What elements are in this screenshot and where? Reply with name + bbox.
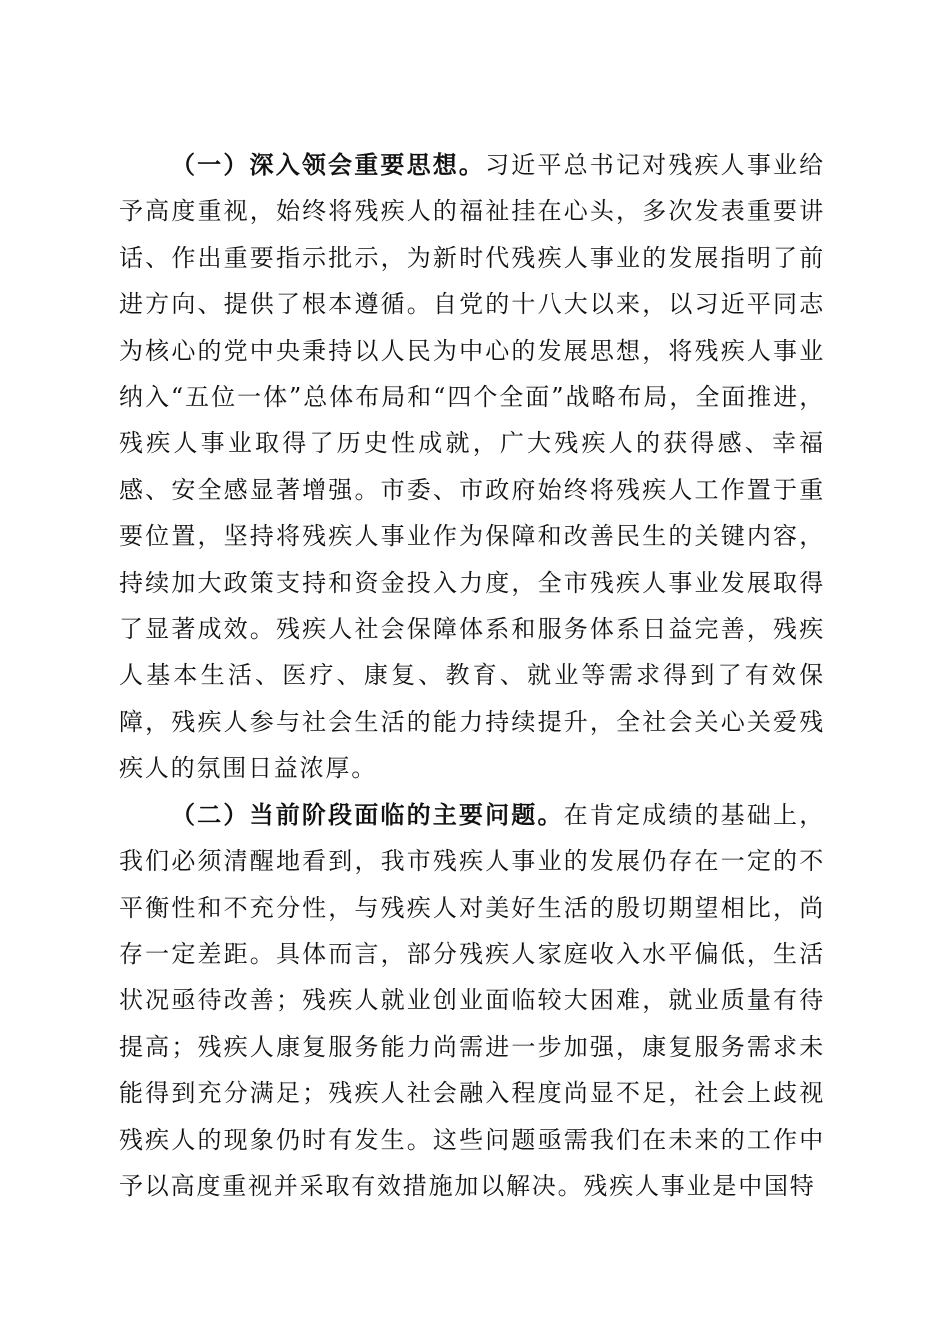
document-body: [119, 142, 825, 1209]
paragraph-1-heading: （一）深入领会重要思想。: [171, 150, 486, 179]
paragraph-2: [119, 792, 825, 1210]
paragraph-2-text: 在肯定成绩的基础上，我们必须清醒地看到，我市残疾人事业的发展仍存在一定的不平衡性和不充分性，与残疾人对美好生活的殷切期望相比，尚存一定差距。具体而言，部分残疾人家庭收入水平偏低，生活状况亟待改善；残疾人就业创业面临较大困难，就业质量有待提高；残疾人康复服务能力尚需进一步加强，康复服务需求未能得到充分满足；残疾人社会融入程度尚显不足，社会上歧视残疾人的现象仍时有发生。这些问题亟需我们在未来的工作中予以高度重视并采取有效措施加以解决。残疾人事业是中国特: [119, 800, 825, 1200]
paragraph-1: [119, 142, 825, 792]
paragraph-1-text: 习近平总书记对残疾人事业给予高度重视，始终将残疾人的福祉挂在心头，多次发表重要讲话、作出重要指示批示，为新时代残疾人事业的发展指明了前进方向、提供了根本遵循。自党的十八大以来，以习近平同志为核心的党中央秉持以人民为中心的发展思想，将残疾人事业纳入“五位一体”总体布局和“四个全面”战略布局，全面推进，残疾人事业取得了历史性成就，广大残疾人的获得感、幸福感、安全感显著增强。市委、市政府始终将残疾人工作置于重要位置，坚持将残疾人事业作为保障和改善民生的关键内容，持续加大政策支持和资金投入力度，全市残疾人事业发展取得了显著成效。残疾人社会保障体系和服务体系日益完善，残疾人基本生活、医疗、康复、教育、就业等需求得到了有效保障，残疾人参与社会生活的能力持续提升，全社会关心关爱残疾人的氛围日益浓厚。: [119, 151, 825, 783]
paragraph-2-heading: （二）当前阶段面临的主要问题。: [171, 799, 564, 829]
